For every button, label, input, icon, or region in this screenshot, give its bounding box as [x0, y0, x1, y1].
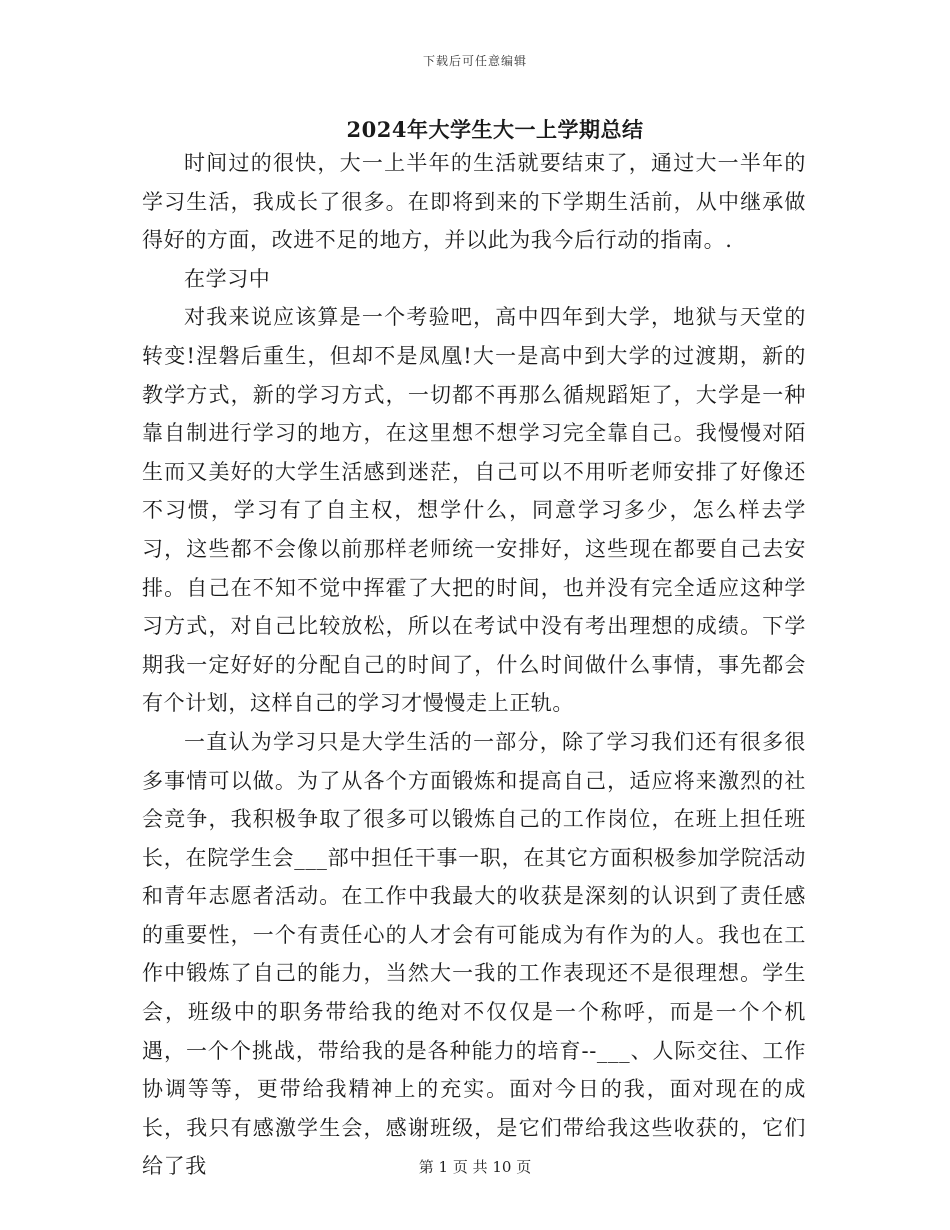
section-heading: 在学习中 — [184, 266, 271, 291]
paragraph: 时间过的很快，大一上半年的生活就要结束了，通过大一半年的学习生活，我成长了很多。在即将到来的下学期生活前，从中继承做得好的方面，改进不足的地方，并以此为我今后行动的指南。. — [142, 151, 806, 253]
page-number: 第 1 页 共 10 页 — [418, 1158, 532, 1176]
paragraph: 对我来说应该算是一个考验吧，高中四年到大学，地狱与天堂的转变!涅磐后重生，但却不是凤凰!大一是高中到大学的过渡期，新的教学方式，新的学习方式，一切都不再那么循规蹈矩了，大学是一种靠自制进行学习的地方，在这里想不想学习完全靠自己。我慢慢对陌生而又美好的大学生活感到迷茫，自己可以不用听老师安排了好像还不习惯，学习有了自主权，想学什么，同意学习多少，怎么样去学习，这些都不会像以前那样老师统一安排好，这些现在都要自己去安排。自己在不知不觉中挥霍了大把的时间，也并没有完全适应这种学习方式，对自己比较放松，所以在考试中没有考出理想的成绩。下学期我一定好好的分配自己的时间了，什么时间做什么事情，事先都会有个计划，这样自己的学习才慢慢走上正轨。 — [142, 305, 806, 716]
document-title: 2024年大学生大一上学期总结 — [346, 117, 644, 142]
document-body — [142, 144, 806, 1186]
paragraph: 一直认为学习只是大学生活的一部分，除了学习我们还有很多很多事情可以做。为了从各个方面锻炼和提高自己，适应将来激烈的社会竞争，我积极争取了很多可以锻炼自己的工作岗位，在班上担任班长，在院学生会___部中担任干事一职，在其它方面积极参加学院活动和青年志愿者活动。在工作中我最大的收获是深刻的认识到了责任感的重要性，一个有责任心的人才会有可能成为有作为的人。我也在工作中锻炼了自己的能力，当然大一我的工作表现还不是很理想。学生会，班级中的职务带给我的绝对不仅仅是一个称呼，而是一个个机遇，一个个挑战，带给我的是各种能力的培育--___、人际交往、工作协调等等，更带给我精神上的充实。面对今日的我，面对现在的成长，我只有感激学生会，感谢班级，是它们带给我这些收获的，它们给了我 — [142, 729, 806, 1179]
header-note: 下载后可任意编辑 — [422, 54, 527, 68]
